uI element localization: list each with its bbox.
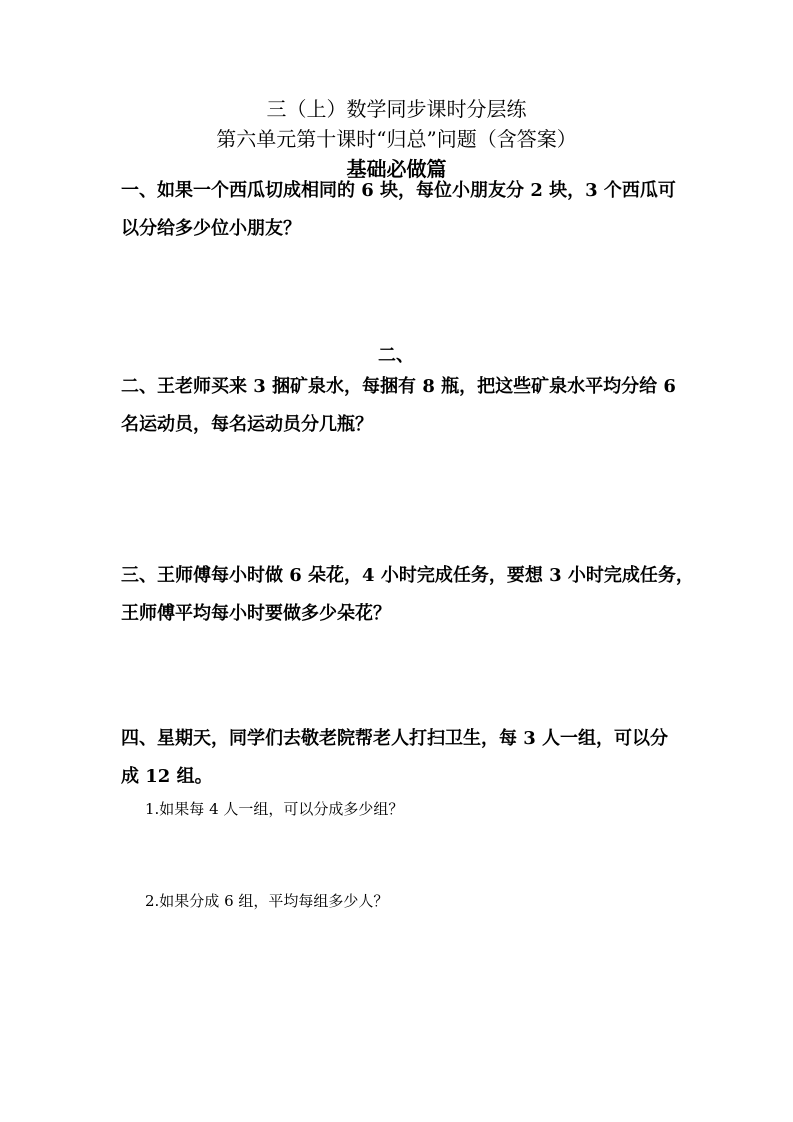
worksheet-subtitle: 第六单元第十课时“归总”问题（含答案）	[216, 127, 577, 151]
question-4-subquestion-1: 1.如果每 4 人一组，可以分成多少组？	[145, 800, 404, 818]
question-4-subquestion-2: 2.如果分成 6 组，平均每组多少人？	[145, 892, 389, 910]
question-4	[121, 720, 681, 796]
question-4-line-1: 四、星期天，同学们去敬老院帮老人打扫卫生，每 3 人一组，可以分	[121, 728, 669, 749]
question-3	[121, 557, 694, 633]
question-4-line-2: 成 12 组。	[121, 766, 213, 787]
question-2-line-2: 名运动员，每名运动员分几瓶？	[121, 414, 373, 435]
section-heading: 基础必做篇	[346, 157, 447, 181]
worksheet-title: 三（上）数学同步课时分层练	[266, 97, 527, 121]
question-1	[121, 172, 681, 248]
question-2	[121, 368, 681, 444]
question-1-line-2: 以分给多少位小朋友？	[121, 218, 301, 239]
question-2-line-1: 二、王老师买来 3 捆矿泉水，每捆有 8 瓶，把这些矿泉水平均分给 6	[121, 376, 676, 397]
question-1-line-1: 一、如果一个西瓜切成相同的 6 块，每位小朋友分 2 块，3 个西瓜可	[121, 180, 676, 201]
question-3-line-1: 三、王师傅每小时做 6 朵花，4 小时完成任务，要想 3 小时完成任务，	[121, 565, 694, 586]
question-3-line-2: 王师傅平均每小时要做多少朵花？	[121, 603, 391, 624]
stray-list-marker: 二、	[378, 345, 414, 366]
